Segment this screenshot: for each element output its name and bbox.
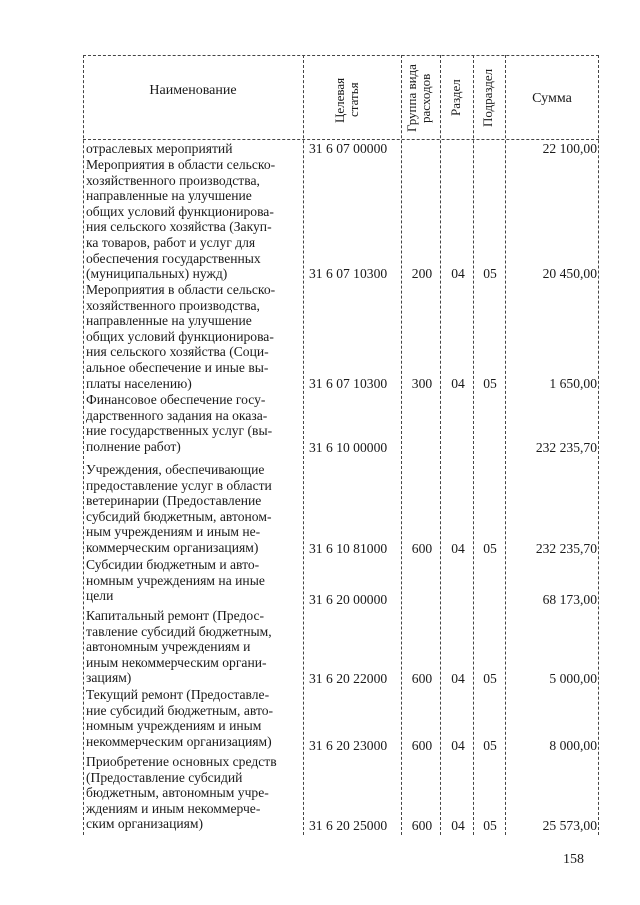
- row-sum: 232 235,70: [535, 440, 597, 456]
- header-sum: Сумма: [532, 91, 572, 106]
- row-section: 04: [451, 266, 465, 282]
- row-group: 600: [411, 671, 433, 687]
- row-subsection: 05: [483, 671, 497, 687]
- row-group: 600: [411, 738, 433, 754]
- row-sum: 232 235,70: [535, 541, 597, 557]
- row-subsection: 05: [483, 541, 497, 557]
- row-name: Учреждения, обеспечивающие предоставление услуг в области ветеринарии (Предоставление субсидий бюджетным, автоном- ным учреждениям и иным не- коммерческим организациям): [86, 462, 272, 555]
- row-sum: 20 450,00: [542, 266, 597, 282]
- table-row: [83, 687, 599, 754]
- row-target: 31 6 20 22000: [309, 671, 388, 687]
- row-subsection: 05: [483, 818, 497, 834]
- table-top-border: [83, 55, 599, 56]
- row-subsection: 05: [483, 266, 497, 282]
- row-group: 200: [411, 266, 433, 282]
- row-target: 31 6 10 81000: [309, 541, 388, 557]
- row-target: 31 6 07 10300: [309, 266, 388, 282]
- row-target: 31 6 20 00000: [309, 592, 388, 608]
- row-section: 04: [451, 671, 465, 687]
- row-target: 31 6 07 00000: [309, 141, 388, 157]
- row-name: Капитальный ремонт (Предос- тавление субсидий бюджетным, автономным учреждениям и иным некоммерческим органи- зациям): [86, 608, 272, 686]
- row-group: 600: [411, 541, 433, 557]
- row-target: 31 6 20 23000: [309, 738, 388, 754]
- row-group: 300: [411, 376, 433, 392]
- table-row: [83, 392, 599, 456]
- table-row: [83, 462, 599, 557]
- row-section: 04: [451, 818, 465, 834]
- header-section: Раздел: [448, 79, 463, 117]
- row-sum: 5 000,00: [549, 671, 597, 687]
- row-sum: 8 000,00: [549, 738, 597, 754]
- table-row: [83, 157, 599, 282]
- table-row: [83, 557, 599, 608]
- row-sum: 25 573,00: [542, 818, 597, 834]
- row-group: 600: [411, 818, 433, 834]
- row-name: Мероприятия в области сельско- хозяйственного производства, направленные на улучшение общих условий функционирова- ния сельского хозяйства (Закуп- ка товаров, работ и услуг для обеспечения государственных (муниципальных) нужд): [86, 157, 276, 282]
- header-subsection: Подраздел: [480, 68, 495, 128]
- row-name: Текущий ремонт (Предоставле- ние субсидий бюджетным, авто- номным учреждениям и иным некоммерческим организациям): [86, 687, 274, 749]
- row-target: 31 6 07 10300: [309, 376, 388, 392]
- row-name: Мероприятия в области сельско- хозяйственного производства, направленные на улучшение общих условий функционирова- ния сельского хозяйства (Соци- альное обеспечение и иные вы- платы населению): [86, 282, 276, 391]
- table-row: [83, 608, 599, 687]
- row-sum: 1 650,00: [549, 376, 597, 392]
- page-number: 158: [563, 852, 584, 867]
- table-row: [83, 282, 599, 392]
- row-sum: 22 100,00: [542, 141, 597, 157]
- header-target: Целевая статья: [332, 77, 361, 123]
- row-target: 31 6 20 25000: [309, 818, 388, 834]
- row-section: 04: [451, 376, 465, 392]
- budget-table: [83, 55, 599, 835]
- row-target: 31 6 10 00000: [309, 440, 388, 456]
- row-subsection: 05: [483, 376, 497, 392]
- table-row: [83, 754, 599, 834]
- row-section: 04: [451, 541, 465, 557]
- table-row: [83, 141, 599, 157]
- header-group: Группа вида расходов: [404, 64, 433, 132]
- header-name: Наименование: [149, 83, 237, 98]
- row-section: 04: [451, 738, 465, 754]
- row-name: отраслевых мероприятий: [86, 141, 233, 156]
- row-name: Приобретение основных средств (Предоставление субсидий бюджетным, автономным учре- ждениям и иным некоммерче- ским организациям): [86, 754, 277, 832]
- header-bottom-border: [83, 139, 599, 140]
- row-subsection: 05: [483, 738, 497, 754]
- row-name: Финансовое обеспечение госу- дарственного задания на оказа- ние государственных услуг (вы- полнение работ): [86, 392, 273, 454]
- row-sum: 68 173,00: [542, 592, 597, 608]
- row-name: Субсидии бюджетным и авто- номным учреждениям на иные цели: [86, 557, 265, 604]
